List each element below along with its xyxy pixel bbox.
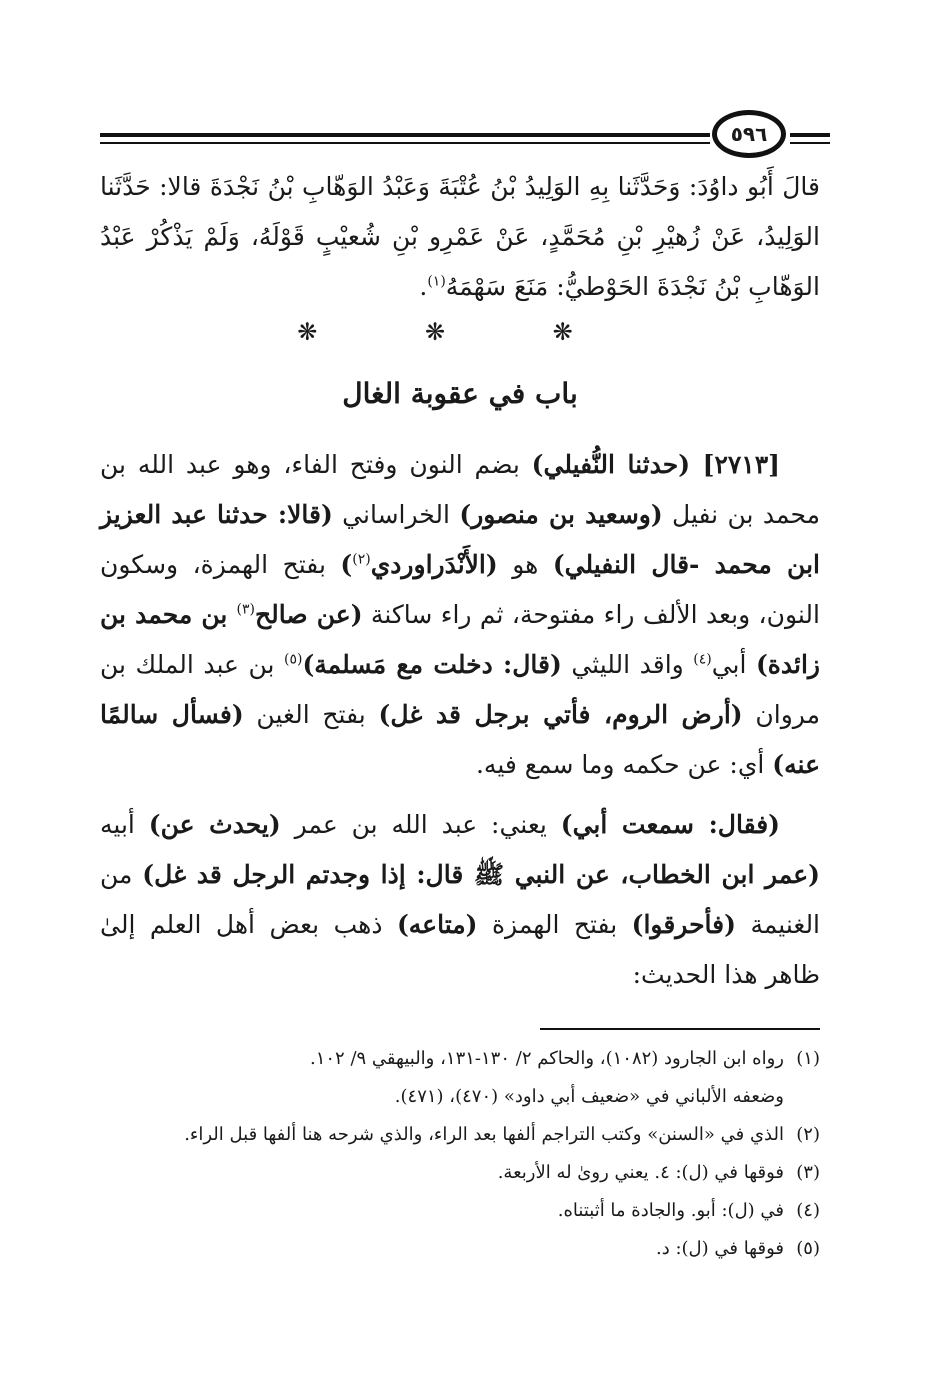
footnote-text: فوقها في (ل): ٤. يعني روىٰ له الأربعة. [497,1162,784,1183]
intro-end: . [419,272,428,301]
footnote-number: (٢) [796,1124,820,1145]
paragraph-commentary [100,800,820,1000]
section-separator: ❋ ❋ ❋ [297,318,623,346]
commentary-text: أي: عن حكمه وما سمع فيه. [475,750,773,779]
narrator-name: (الأَنْدَراوردي [370,550,498,579]
hadith-text: (يحدث عن) [148,810,281,839]
commentary-text: بفتح الهمزة [477,910,632,939]
footnote-divider [540,1028,820,1030]
hadith-number-narrator: [٢٧١٣] (حدثنا النُّفيلي) [531,450,781,479]
commentary-text: بضم النون وفتح الفاء، وهو عبد الله بن محمد بن نفيل [100,450,821,529]
hadith-text: (قال: دخلت مع مَسلمة) [302,650,562,679]
narrator-name: (وسعيد بن منصور) [459,500,663,529]
header-rule [100,133,710,137]
footnote-4 [100,1192,820,1230]
hadith-text: (فأحرقوا) [631,910,736,939]
header-rule-right-thin [790,142,830,144]
commentary-text: هو [497,550,553,579]
header-rule-thin [100,142,710,144]
main-text [100,440,820,1010]
footnote-ref-1[interactable]: (١) [427,273,446,290]
commentary-text: أبيه [100,810,149,839]
footnote-2 [100,1116,820,1154]
header-rule-right [790,133,830,137]
commentary-text: بن عبد الملك بن مروان [100,650,820,729]
intro-text: قالَ أَبُو داوُدَ: وَحَدَّثَنا بِهِ الوَلِيدُ بْنُ عُتْبَةَ وَعَبْدُ الوَهّابِ بْنُ نَجْدَةَ قالا: حَدَّثَنا الوَلِيدُ، عَنْ زُهيْرِ بْنِ مُحَمَّدٍ، عَنْ عَمْرِو بْنِ شُعيْبٍ قَوْلَهُ، وَلَمْ يَذْكُرْ عَبْدُ الوَهّابِ بْنُ نَجْدَةَ الحَوْطيُّ: مَنَعَ سَهْمَهُ [100,172,820,301]
footnote-number: (٤) [796,1200,820,1221]
commentary-text: بفتح الغين [243,700,379,729]
hadith-text: (متاعه) [396,910,478,939]
footnote-1-continued [100,1078,820,1116]
footnote-3 [100,1154,820,1192]
paragraph-hadith-2713 [100,440,820,790]
footnote-number: (٥) [796,1238,820,1259]
commentary-text: بفتح الهمزة، وسكون النون، وبعد الألف راء مفتوحة، ثم راء ساكنة [100,550,820,629]
commentary-text: ذهب بعض أهل العلم إلىٰ ظاهر هذا الحديث: [100,910,820,989]
narrator-name: بن محمد بن زائدة) [100,600,820,679]
page-header [100,108,830,158]
footnote-number: (٣) [796,1162,820,1183]
intro-paragraph [100,162,820,312]
chapter-title: باب في عقوبة الغال [342,377,578,410]
commentary-text: أبي [711,650,756,679]
commentary-text: من الغنيمة [100,860,821,939]
footnote-ref-4[interactable]: (٤) [693,651,712,668]
hadith-text: (عمر ابن الخطاب، عن النبي ﷺ قال: إذا وجدتم الرجل قد غل) [142,860,820,889]
footnote-text: رواه ابن الجارود (١٠٨٢)، والحاكم ٢/ ١٣٠-١٣١، والبيهقي ٩/ ١٠٢. [309,1048,784,1069]
hadith-text: (فقال: سمعت أبي) [560,810,780,839]
footnote-1 [100,1040,820,1078]
narrator-name: ) [340,550,353,579]
commentary-text: الخراساني [332,500,460,529]
footnote-text: الذي في «السنن» وكتب التراجم ألفها بعد الراء، والذي شرحه هنا ألفها قبل الراء. [184,1124,784,1145]
footnote-number: (١) [796,1048,820,1069]
footnote-ref-2[interactable]: (٢) [352,551,371,568]
narrator-name: (قالا: حدثنا عبد العزيز ابن محمد -قال النفيلي) [100,500,820,579]
commentary-text: يعني: عبد الله بن عمر [280,810,561,839]
hadith-text: (فسأل سالمًا عنه) [100,700,820,779]
hadith-text: (أرض الروم، فأتي برجل قد غل) [378,700,743,729]
footnotes [100,1040,820,1268]
commentary-text: واقد الليثي [561,650,694,679]
footnote-text: فوقها في (ل): د. [656,1238,784,1259]
footnote-5 [100,1230,820,1268]
footnote-ref-5[interactable]: (٥) [283,651,303,668]
footnote-ref-3[interactable]: (٣) [236,601,255,618]
page-number: ٥٩٦ [712,110,786,158]
narrator-name: (عن صالح [255,600,363,629]
footnote-text: وضعفه الألباني في «ضعيف أبي داود» (٤٧٠)، (٤٧١). [394,1086,784,1107]
footnote-text: في (ل): أبو. والجادة ما أثبتناه. [557,1200,784,1221]
